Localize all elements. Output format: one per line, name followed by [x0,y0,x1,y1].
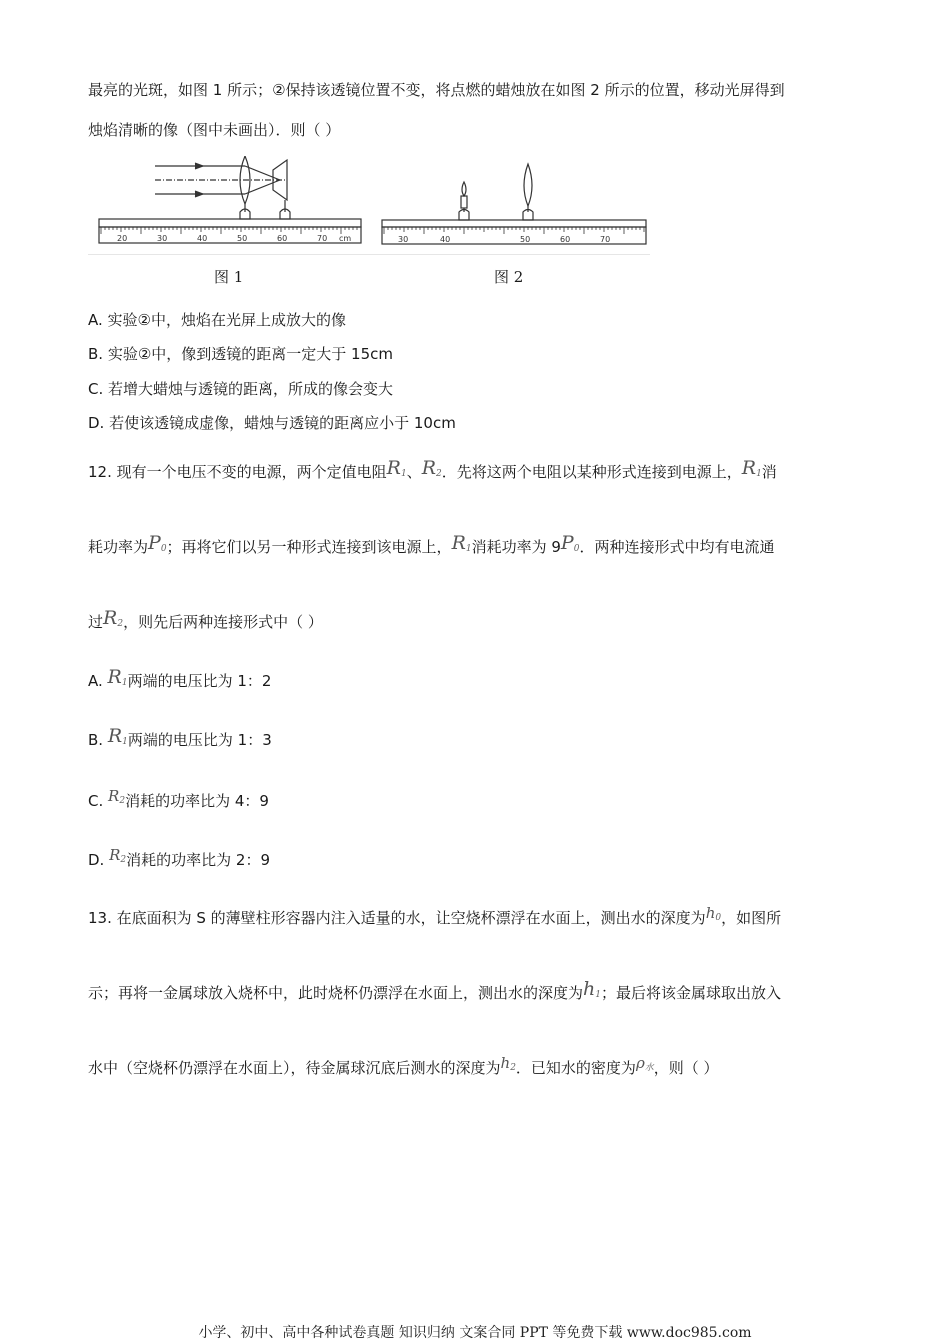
q13-text-line3: 水中（空烧杯仍漂浮在水面上），待金属球沉底后测水的深度为$h_2$．已知水的密度为$\rho_水$，则（ ） [88,1054,719,1077]
symbol-rho-water: $\rho_水$ [635,1054,654,1073]
fig2-tick-label: 70 [600,235,611,244]
symbol-R2: $R_2$ [103,607,124,629]
symbol-R1: $R_1$ [107,666,128,688]
q11-option-b: B. 实验②中，像到透镜的距离一定大于 15cm [88,345,393,363]
figure-1-lens-diagram [95,156,365,250]
fig1-tick-label: 70 [317,234,328,243]
page-footer: 小学、初中、高中各种试卷真题 知识归纳 文案合同 PPT 等免费下载 www.doc985.com [198,1325,752,1341]
fig2-tick-label: 30 [398,235,409,244]
fig1-tick-label: 20 [117,234,128,243]
symbol-R2: $R_2$ [109,846,127,865]
q12-text-line3: 过$R_2$，则先后两种连接形式中（ ） [88,608,323,634]
q12-option-c: C. $R_2$消耗的功率比为 4：9 [88,787,269,810]
q11-option-c: C. 若增大蜡烛与透镜的距离，所成的像会变大 [88,380,394,398]
q12-text-line2: 耗功率为$P_0$；再将它们以另一种形式连接到该电源上，$R_1$消耗功率为 $9P_0$．两种连接形式中均有电流通 [88,533,774,559]
q11-text-line2: 烛焰清晰的像（图中未画出）．则（ ） [88,121,341,139]
symbol-R2: $R_2$ [421,457,442,479]
symbol-R1: $R_1$ [451,532,472,554]
q12-option-d: D. $R_2$消耗的功率比为 2：9 [88,846,270,869]
symbol-P0: $P_0$ [148,532,167,554]
q13-text-line1: 13. 在底面积为 S 的薄壁柱形容器内注入适量的水，让空烧杯漂浮在水面上，测出水的深度为$h_0$，如图所 [88,904,782,927]
figure-2-caption: 图 2 [494,268,524,286]
fig2-tick-label: 40 [440,235,451,244]
q12-option-b: B. $R_1$两端的电压比为 1：3 [88,726,272,752]
q11-option-d: D. 若使该透镜成虚像，蜡烛与透镜的距离应小于 10cm [88,414,456,432]
fig2-tick-label: 60 [560,235,571,244]
symbol-R1: $R_1$ [386,457,407,479]
symbol-h2: $h_2$ [500,1054,516,1073]
symbol-P0: $P_0$ [560,532,580,554]
q11-text-line1: 最亮的光斑，如图 1 所示；②保持该透镜位置不变，将点燃的蜡烛放在如图 2 所示的位置，移动光屏得到 [88,81,785,99]
symbol-R2: $R_2$ [108,787,126,806]
fig1-tick-label: 50 [237,234,248,243]
fig1-tick-label: 60 [277,234,288,243]
fig1-tick-label: 30 [157,234,168,243]
symbol-R1: $R_1$ [107,725,128,747]
fig2-tick-label: 50 [520,235,531,244]
q13-text-line2: 示；再将一金属球放入烧杯中，此时烧杯仍漂浮在水面上，测出水的深度为$h_1$；最后将该金属球取出放入 [88,979,781,1005]
figure-1-caption: 图 1 [214,268,244,286]
fig1-tick-label: 40 [197,234,208,243]
q11-option-a: A. 实验②中，烛焰在光屏上成放大的像 [88,311,346,329]
figure-2-candle-lens-diagram [378,160,650,252]
symbol-h1: $h_1$ [583,978,601,1000]
symbol-h0: $h_0$ [705,904,722,923]
q12-text-line1: 12. 现有一个电压不变的电源，两个定值电阻$R_1$、$R_2$．先将这两个电阻以某种形式连接到电源上，$R_1$消 [88,458,777,484]
figure-divider [88,254,650,255]
symbol-R1: $R_1$ [741,457,762,479]
fig1-tick-label: cm [339,234,352,243]
q12-option-a: A. $R_1$两端的电压比为 1：2 [88,667,271,693]
